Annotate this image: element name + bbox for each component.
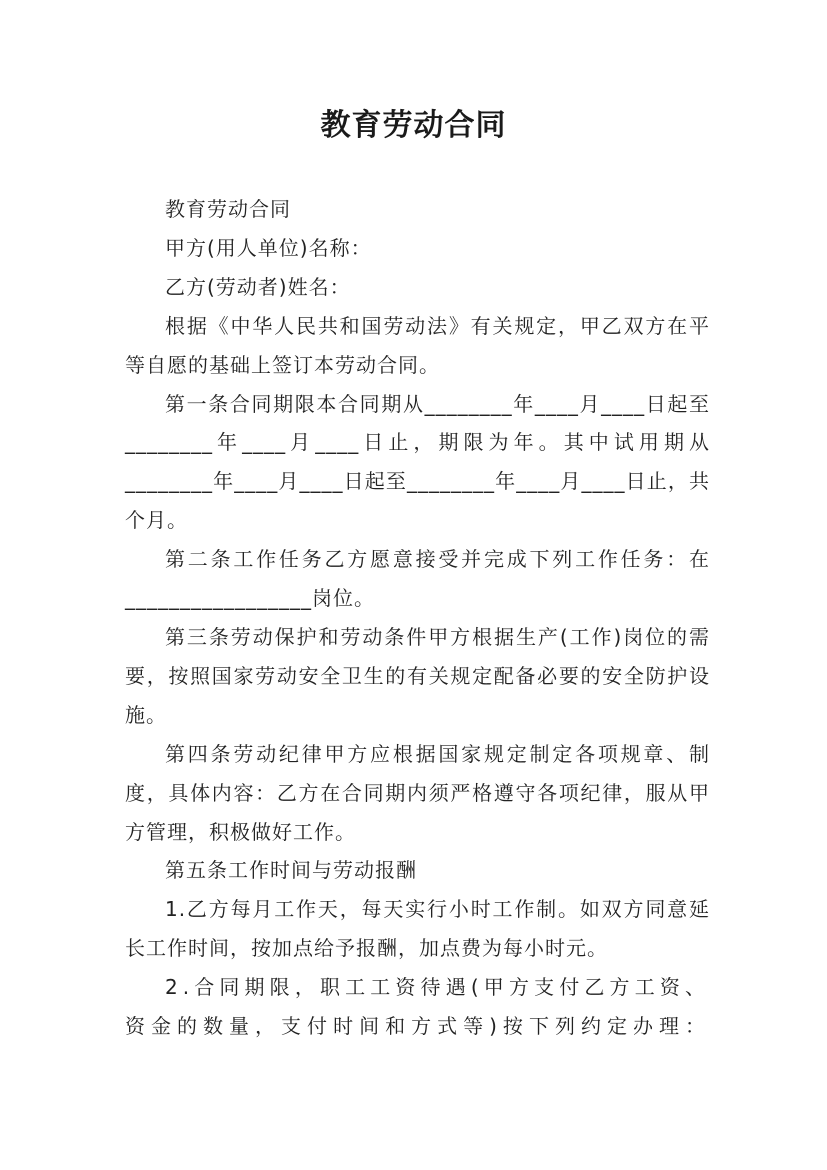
document-body bbox=[125, 190, 710, 1046]
paragraph-article-4: 第四条劳动纪律甲方应根据国家规定制定各项规章、制度，具体内容：乙方在合同期内须严格遵守各项纪律，服从甲方管理，积极做好工作。 bbox=[125, 741, 710, 844]
paragraph-party-a: 甲方(用人单位)名称： bbox=[165, 235, 372, 260]
paragraph-party-b: 乙方(劳动者)姓名： bbox=[165, 274, 351, 299]
paragraph-item-1: 1.乙方每月工作天，每天实行小时工作制。如双方同意延长工作时间，按加点给予报酬，加点费为每小时元。 bbox=[125, 897, 710, 961]
document-title: 教育劳动合同 bbox=[320, 108, 507, 143]
paragraph-heading: 教育劳动合同 bbox=[165, 197, 291, 221]
paragraph-article-3: 第三条劳动保护和劳动条件甲方根据生产(工作)岗位的需要，按照国家劳动安全卫生的有关规定配备必要的安全防护设施。 bbox=[125, 624, 710, 727]
paragraph-article-1: 第一条合同期限本合同期从________年____月____日起至________年____月____日止，期限为年。其中试用期从________年____月____日起至________年____月____日止，共个月。 bbox=[125, 391, 710, 533]
paragraph-item-2: 2.合同期限，职工工资待遇(甲方支付乙方工资、资金的数量，支付时间和方式等)按下列约定办理： bbox=[125, 975, 710, 1039]
paragraph-article-2: 第二条工作任务乙方愿意接受并完成下列工作任务：在_________________岗位。 bbox=[125, 547, 710, 611]
paragraph-preamble: 根据《中华人民共和国劳动法》有关规定，甲乙双方在平等自愿的基础上签订本劳动合同。 bbox=[125, 313, 710, 377]
paragraph-article-5: 第五条工作时间与劳动报酬 bbox=[165, 858, 417, 883]
